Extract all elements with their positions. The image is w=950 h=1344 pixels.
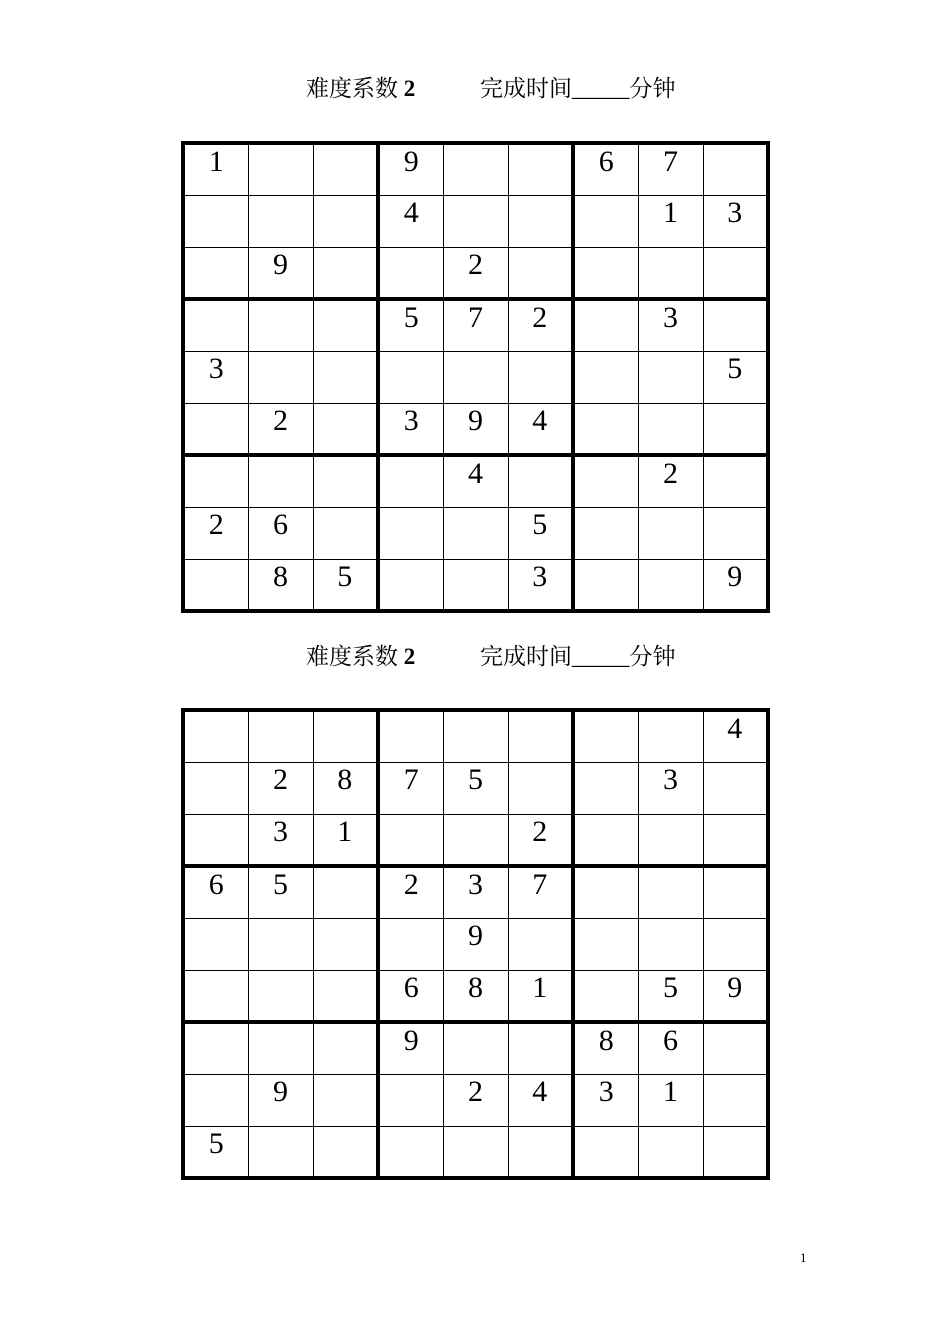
sudoku-cell[interactable]: 9 <box>248 1074 313 1126</box>
sudoku-cell[interactable] <box>378 814 443 866</box>
sudoku-cell[interactable] <box>248 970 313 1022</box>
sudoku-cell[interactable] <box>378 351 443 403</box>
sudoku-cell[interactable] <box>183 299 248 351</box>
sudoku-cell[interactable] <box>378 918 443 970</box>
sudoku-cell[interactable] <box>703 299 768 351</box>
grid-row <box>183 1022 768 1074</box>
sudoku-cell[interactable]: 3 <box>508 559 573 611</box>
sudoku-cell[interactable] <box>248 710 313 762</box>
sudoku-cell[interactable]: 1 <box>508 970 573 1022</box>
sudoku-cell[interactable] <box>638 403 703 455</box>
sudoku-cell[interactable]: 4 <box>703 710 768 762</box>
sudoku-cell[interactable] <box>573 247 638 299</box>
sudoku-cell[interactable] <box>443 559 508 611</box>
sudoku-cell[interactable]: 2 <box>508 814 573 866</box>
sudoku-cell[interactable]: 4 <box>508 1074 573 1126</box>
sudoku-cell[interactable]: 3 <box>638 762 703 814</box>
sudoku-cell[interactable]: 2 <box>248 403 313 455</box>
sudoku-cell[interactable] <box>573 559 638 611</box>
sudoku-cell[interactable] <box>378 455 443 507</box>
sudoku-cell[interactable]: 8 <box>443 970 508 1022</box>
sudoku-cell[interactable]: 5 <box>508 507 573 559</box>
sudoku-cell[interactable] <box>443 1022 508 1074</box>
sudoku-cell[interactable] <box>378 1074 443 1126</box>
sudoku-cell[interactable]: 2 <box>443 247 508 299</box>
sudoku-cell[interactable] <box>573 762 638 814</box>
grid-row <box>183 247 768 299</box>
grid-row <box>183 195 768 247</box>
sudoku-cell[interactable] <box>638 918 703 970</box>
sudoku-cell[interactable]: 8 <box>573 1022 638 1074</box>
sudoku-cell[interactable] <box>248 918 313 970</box>
sudoku-grid-2 <box>181 708 770 1180</box>
sudoku-cell[interactable]: 1 <box>183 143 248 195</box>
sudoku-cell[interactable]: 2 <box>378 866 443 918</box>
sudoku-cell[interactable]: 3 <box>183 351 248 403</box>
sudoku-cell[interactable] <box>443 814 508 866</box>
grid-row <box>183 866 768 918</box>
sudoku-cell[interactable]: 1 <box>313 814 378 866</box>
sudoku-cell[interactable]: 9 <box>248 247 313 299</box>
sudoku-cell[interactable] <box>248 455 313 507</box>
sudoku-cell[interactable] <box>313 1126 378 1178</box>
sudoku-cell[interactable] <box>638 507 703 559</box>
grid-row <box>183 710 768 762</box>
sudoku-cell[interactable] <box>443 195 508 247</box>
sudoku-cell[interactable]: 9 <box>378 1022 443 1074</box>
sudoku-cell[interactable] <box>508 1126 573 1178</box>
puzzle-1-time-label: 完成时间_____分钟 <box>480 76 676 101</box>
sudoku-cell[interactable] <box>378 247 443 299</box>
sudoku-cell[interactable] <box>313 1022 378 1074</box>
sudoku-cell[interactable] <box>703 455 768 507</box>
sudoku-cell[interactable]: 7 <box>443 299 508 351</box>
sudoku-cell[interactable] <box>573 351 638 403</box>
grid-row <box>183 762 768 814</box>
sudoku-cell[interactable] <box>183 970 248 1022</box>
sudoku-cell[interactable] <box>443 1126 508 1178</box>
sudoku-cell[interactable] <box>378 507 443 559</box>
sudoku-cell[interactable] <box>703 403 768 455</box>
sudoku-cell[interactable] <box>703 247 768 299</box>
sudoku-cell[interactable] <box>313 970 378 1022</box>
sudoku-cell[interactable] <box>378 710 443 762</box>
sudoku-cell[interactable] <box>378 559 443 611</box>
sudoku-cell[interactable] <box>703 1074 768 1126</box>
sudoku-cell[interactable] <box>313 866 378 918</box>
sudoku-cell[interactable]: 3 <box>638 299 703 351</box>
sudoku-cell[interactable] <box>573 403 638 455</box>
sudoku-cell[interactable] <box>638 866 703 918</box>
sudoku-cell[interactable] <box>313 1074 378 1126</box>
sudoku-cell[interactable] <box>638 351 703 403</box>
sudoku-cell[interactable] <box>443 351 508 403</box>
sudoku-cell[interactable] <box>508 710 573 762</box>
sudoku-cell[interactable] <box>573 1126 638 1178</box>
sudoku-cell[interactable]: 4 <box>443 455 508 507</box>
sudoku-cell[interactable] <box>183 455 248 507</box>
sudoku-cell[interactable]: 5 <box>638 970 703 1022</box>
grid-row <box>183 351 768 403</box>
grid-row <box>183 299 768 351</box>
sudoku-cell[interactable] <box>443 507 508 559</box>
sudoku-cell[interactable] <box>573 507 638 559</box>
puzzle-2-difficulty: 难度系数 2 <box>306 644 416 669</box>
sudoku-cell[interactable] <box>573 455 638 507</box>
sudoku-cell[interactable] <box>248 143 313 195</box>
sudoku-cell[interactable] <box>508 351 573 403</box>
sudoku-cell[interactable]: 9 <box>443 918 508 970</box>
sudoku-cell[interactable]: 7 <box>378 762 443 814</box>
sudoku-cell[interactable]: 3 <box>703 195 768 247</box>
grid-row <box>183 507 768 559</box>
sudoku-cell[interactable] <box>703 762 768 814</box>
grid-row <box>183 814 768 866</box>
sudoku-cell[interactable] <box>508 762 573 814</box>
grid-row <box>183 1126 768 1178</box>
sudoku-cell[interactable]: 9 <box>703 970 768 1022</box>
sudoku-cell[interactable]: 6 <box>248 507 313 559</box>
sudoku-cell[interactable] <box>638 1126 703 1178</box>
sudoku-cell[interactable] <box>573 710 638 762</box>
sudoku-cell[interactable] <box>443 710 508 762</box>
sudoku-cell[interactable]: 8 <box>313 762 378 814</box>
grid-row <box>183 970 768 1022</box>
sudoku-cell[interactable]: 9 <box>378 143 443 195</box>
sudoku-cell[interactable]: 1 <box>638 195 703 247</box>
sudoku-cell[interactable] <box>183 918 248 970</box>
puzzle-1-heading <box>0 74 950 104</box>
grid-row <box>183 143 768 195</box>
sudoku-cell[interactable] <box>248 1126 313 1178</box>
sudoku-cell[interactable] <box>248 351 313 403</box>
sudoku-cell[interactable]: 2 <box>183 507 248 559</box>
sudoku-cell[interactable] <box>638 710 703 762</box>
sudoku-cell[interactable]: 5 <box>378 299 443 351</box>
sudoku-cell[interactable]: 5 <box>183 1126 248 1178</box>
sudoku-cell[interactable] <box>183 762 248 814</box>
sudoku-cell[interactable] <box>313 455 378 507</box>
sudoku-cell[interactable] <box>183 195 248 247</box>
sudoku-cell[interactable]: 5 <box>313 559 378 611</box>
sudoku-cell[interactable] <box>248 299 313 351</box>
sudoku-cell[interactable] <box>313 918 378 970</box>
sudoku-cell[interactable] <box>703 814 768 866</box>
sudoku-cell[interactable] <box>508 918 573 970</box>
grid-row <box>183 559 768 611</box>
sudoku-cell[interactable] <box>573 299 638 351</box>
grid-row <box>183 1074 768 1126</box>
sudoku-cell[interactable]: 2 <box>638 455 703 507</box>
sudoku-cell[interactable] <box>703 1126 768 1178</box>
sudoku-cell[interactable]: 9 <box>443 403 508 455</box>
sudoku-cell[interactable] <box>313 351 378 403</box>
sudoku-cell[interactable] <box>183 403 248 455</box>
sudoku-cell[interactable]: 3 <box>443 866 508 918</box>
sudoku-cell[interactable] <box>573 970 638 1022</box>
sudoku-cell[interactable]: 4 <box>378 195 443 247</box>
sudoku-cell[interactable] <box>638 814 703 866</box>
sudoku-cell[interactable] <box>508 195 573 247</box>
sudoku-cell[interactable] <box>313 299 378 351</box>
sudoku-cell[interactable]: 1 <box>638 1074 703 1126</box>
sudoku-cell[interactable] <box>313 507 378 559</box>
sudoku-cell[interactable] <box>183 710 248 762</box>
sudoku-cell[interactable] <box>638 559 703 611</box>
sudoku-cell[interactable] <box>703 1022 768 1074</box>
sudoku-cell[interactable] <box>183 1074 248 1126</box>
sudoku-cell[interactable] <box>313 710 378 762</box>
sudoku-cell[interactable]: 3 <box>248 814 313 866</box>
sudoku-cell[interactable] <box>508 455 573 507</box>
sudoku-cell[interactable] <box>703 866 768 918</box>
sudoku-cell[interactable] <box>248 195 313 247</box>
sudoku-cell[interactable] <box>183 247 248 299</box>
puzzle-2-heading <box>0 642 950 672</box>
grid-row <box>183 918 768 970</box>
sudoku-cell[interactable] <box>638 247 703 299</box>
sudoku-cell[interactable] <box>703 143 768 195</box>
sudoku-cell[interactable] <box>703 507 768 559</box>
sudoku-cell[interactable]: 5 <box>443 762 508 814</box>
sudoku-cell[interactable] <box>508 143 573 195</box>
puzzle-2-time-label: 完成时间_____分钟 <box>480 644 676 669</box>
sudoku-cell[interactable]: 7 <box>638 143 703 195</box>
sudoku-cell[interactable]: 2 <box>508 299 573 351</box>
page-number: 1 <box>800 1250 807 1265</box>
sudoku-cell[interactable]: 6 <box>573 143 638 195</box>
sudoku-cell[interactable]: 2 <box>443 1074 508 1126</box>
sudoku-cell[interactable]: 5 <box>703 351 768 403</box>
sudoku-cell[interactable]: 6 <box>378 970 443 1022</box>
sudoku-cell[interactable]: 9 <box>703 559 768 611</box>
sudoku-cell[interactable] <box>703 918 768 970</box>
sudoku-cell[interactable] <box>313 195 378 247</box>
sudoku-cell[interactable]: 3 <box>573 1074 638 1126</box>
sudoku-cell[interactable]: 7 <box>508 866 573 918</box>
sudoku-cell[interactable] <box>183 1022 248 1074</box>
sudoku-cell[interactable] <box>183 814 248 866</box>
sudoku-cell[interactable]: 6 <box>638 1022 703 1074</box>
sudoku-cell[interactable] <box>248 1022 313 1074</box>
sudoku-cell[interactable]: 4 <box>508 403 573 455</box>
sudoku-cell[interactable] <box>443 143 508 195</box>
puzzle-1-difficulty: 难度系数 2 <box>306 76 416 101</box>
sudoku-cell[interactable] <box>378 1126 443 1178</box>
sudoku-cell[interactable] <box>313 143 378 195</box>
sudoku-cell[interactable] <box>573 814 638 866</box>
sudoku-cell[interactable] <box>573 866 638 918</box>
sudoku-cell[interactable]: 2 <box>248 762 313 814</box>
sudoku-cell[interactable]: 5 <box>248 866 313 918</box>
sudoku-cell[interactable]: 6 <box>183 866 248 918</box>
sudoku-grid-1 <box>181 141 770 613</box>
grid-row <box>183 403 768 455</box>
sudoku-cell[interactable]: 3 <box>378 403 443 455</box>
sudoku-cell[interactable] <box>313 247 378 299</box>
sudoku-cell[interactable] <box>508 1022 573 1074</box>
sudoku-cell[interactable] <box>573 195 638 247</box>
sudoku-cell[interactable] <box>313 403 378 455</box>
sudoku-cell[interactable]: 8 <box>248 559 313 611</box>
sudoku-cell[interactable] <box>573 918 638 970</box>
sudoku-cell[interactable] <box>508 247 573 299</box>
grid-row <box>183 455 768 507</box>
sudoku-cell[interactable] <box>183 559 248 611</box>
